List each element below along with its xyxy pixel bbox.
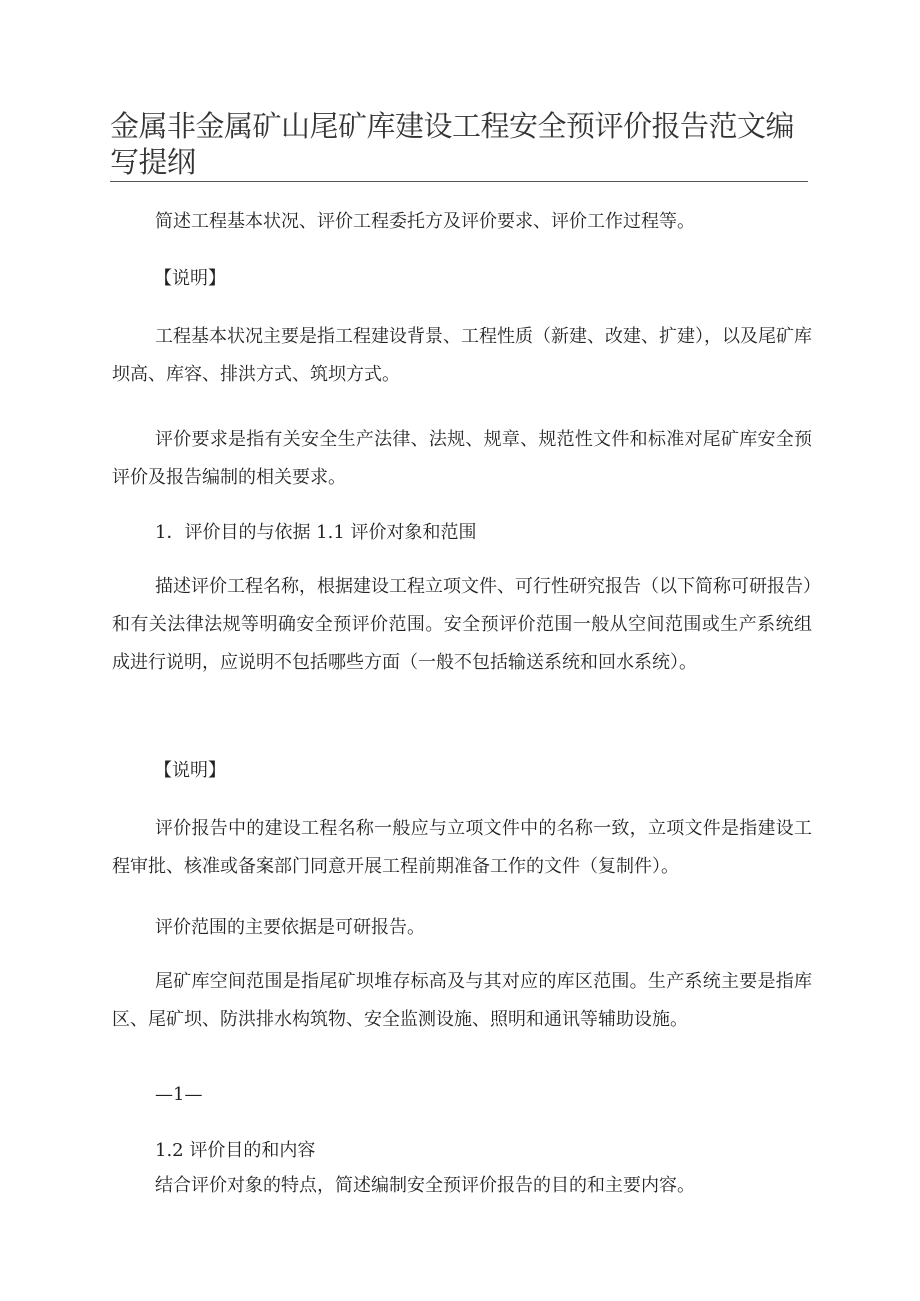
paragraph-spatial-scope: 尾矿库空间范围是指尾矿坝堆存标高及与其对应的库区范围。生产系统主要是指库区、尾矿坝、防洪排水构筑物、安全监测设施、照明和通讯等辅助设施。 <box>112 971 812 1030</box>
document-title: 金属非金属矿山尾矿库建设工程安全预评价报告范文编写提纲 <box>110 109 795 179</box>
paragraph-evaluation-requirements: 评价要求是指有关安全生产法律、法规、规章、规范性文件和标准对尾矿库安全预评价及报告编制的相关要求。 <box>112 429 812 488</box>
paragraph-project-name: 评价报告中的建设工程名称一般应与立项文件中的名称一致，立项文件是指建设工程审批、核准或备案部门同意开展工程前期准备工作的文件（复制件）。 <box>112 818 812 877</box>
paragraph-scope-basis: 评价范围的主要依据是可研报告。 <box>155 917 425 938</box>
section-heading-1: 1．评价目的与依据 1.1 评价对象和范围 <box>155 522 477 543</box>
paragraph-overview: 简述工程基本状况、评价工程委托方及评价要求、评价工作过程等。 <box>155 211 695 232</box>
note-label: 【说明】 <box>154 760 226 781</box>
paragraph-evaluation-scope: 描述评价工程名称，根据建设工程立项文件、可行性研究报告（以下简称可研报告）和有关法律法规等明确安全预评价范围。安全预评价范围一般从空间范围或生产系统组成进行说明，应说明不包括哪些方面（一般不包括输送系统和回水系统）。 <box>112 576 812 673</box>
paragraph-purpose: 结合评价对象的特点，简述编制安全预评价报告的目的和主要内容。 <box>155 1175 695 1196</box>
section-heading-2: 1.2 评价目的和内容 <box>155 1140 316 1161</box>
note-label: 【说明】 <box>154 268 226 289</box>
page-number: —1— <box>155 1084 203 1105</box>
paragraph-project-status: 工程基本状况主要是指工程建设背景、工程性质（新建、改建、扩建），以及尾矿库坝高、库容、排洪方式、筑坝方式。 <box>112 326 812 385</box>
title-underline <box>110 181 808 182</box>
